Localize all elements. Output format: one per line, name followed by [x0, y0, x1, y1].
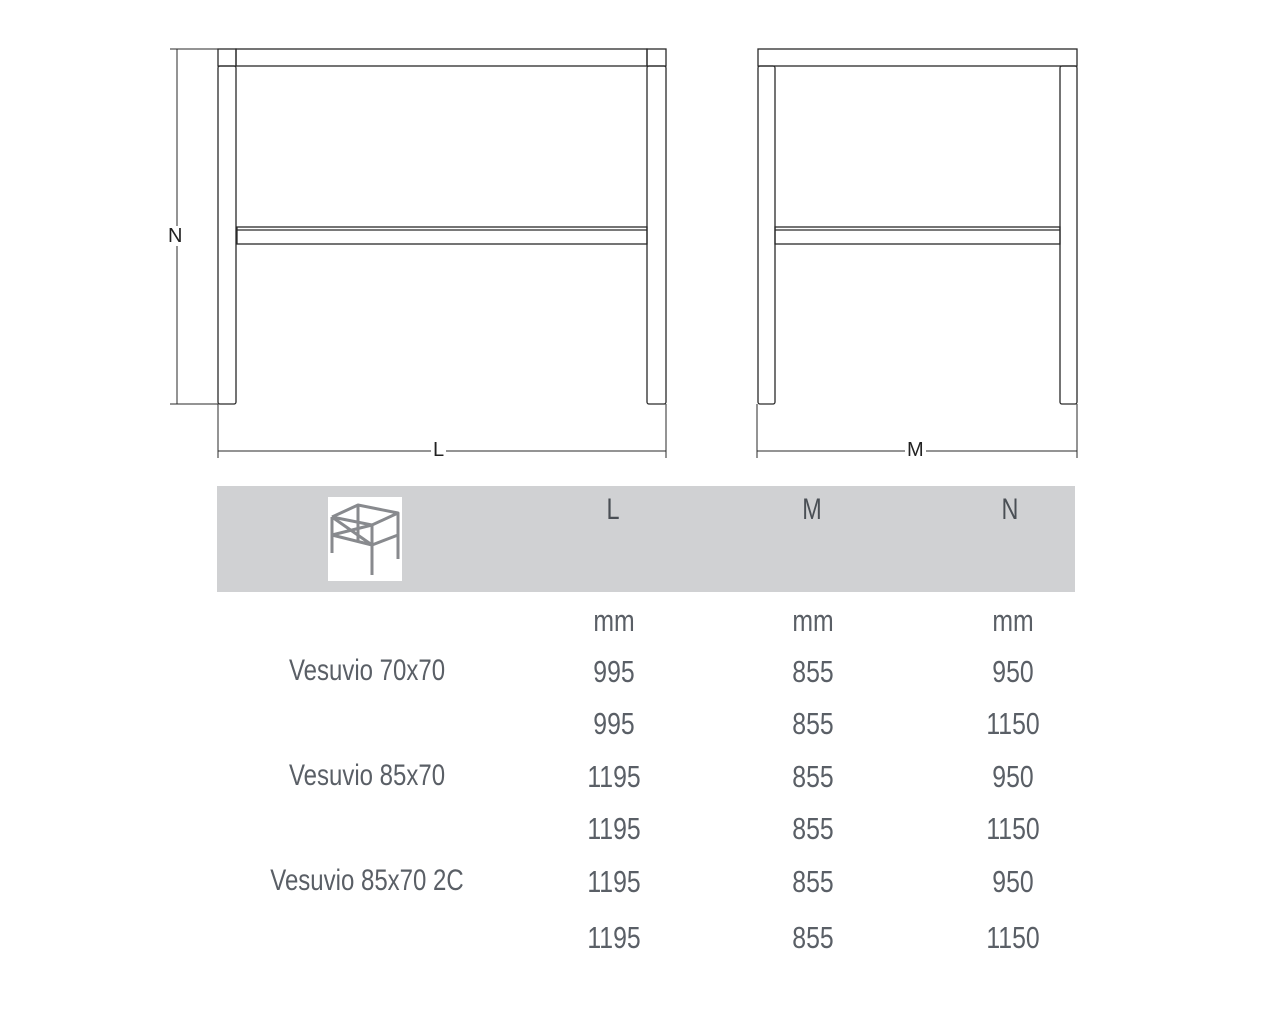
- cell-n: 1150: [986, 706, 1040, 741]
- unit-m: mm: [792, 603, 834, 638]
- dimension-label-l: L: [433, 439, 445, 461]
- cell-l: 995: [593, 654, 635, 689]
- side-right-leg: [1060, 66, 1077, 404]
- row-name: Vesuvio 85x70 2C: [270, 864, 464, 897]
- cell-n: 950: [992, 759, 1034, 794]
- dimension-label-n: N: [168, 225, 183, 247]
- cell-l: 995: [593, 706, 635, 741]
- column-header-l: L: [606, 493, 620, 526]
- cell-n: 1150: [986, 920, 1040, 955]
- cell-l: 1195: [587, 811, 641, 846]
- front-left-leg: [218, 66, 236, 404]
- dimension-lines: [170, 49, 1077, 461]
- side-left-leg: [758, 66, 775, 404]
- cell-l: 1195: [587, 920, 641, 955]
- side-view: [758, 49, 1077, 404]
- front-left-leg-cap: [218, 49, 236, 66]
- front-right-leg-cap: [647, 49, 666, 66]
- product-thumbnail: [328, 497, 402, 581]
- cell-m: 855: [792, 920, 834, 955]
- cell-n: 950: [992, 654, 1034, 689]
- frame-thumbnail-icon: [328, 497, 402, 581]
- front-view: [218, 49, 666, 404]
- column-header-n: N: [1001, 493, 1019, 526]
- row-name: Vesuvio 70x70: [288, 654, 446, 687]
- cell-m: 855: [792, 706, 834, 741]
- cell-m: 855: [792, 811, 834, 846]
- dimension-label-m: M: [907, 439, 924, 461]
- column-header-m: M: [802, 493, 822, 526]
- cell-m: 855: [792, 654, 834, 689]
- front-top-rail: [236, 49, 647, 66]
- cell-m: 855: [792, 864, 834, 899]
- front-right-leg: [647, 66, 666, 404]
- cell-l: 1195: [587, 864, 641, 899]
- side-top-rail: [758, 49, 1077, 66]
- cell-l: 1195: [587, 759, 641, 794]
- unit-n: mm: [992, 603, 1034, 638]
- technical-drawing: [0, 0, 1280, 480]
- cell-n: 1150: [986, 811, 1040, 846]
- cell-m: 855: [792, 759, 834, 794]
- cell-n: 950: [992, 864, 1034, 899]
- row-name: Vesuvio 85x70: [288, 759, 446, 792]
- unit-l: mm: [593, 603, 635, 638]
